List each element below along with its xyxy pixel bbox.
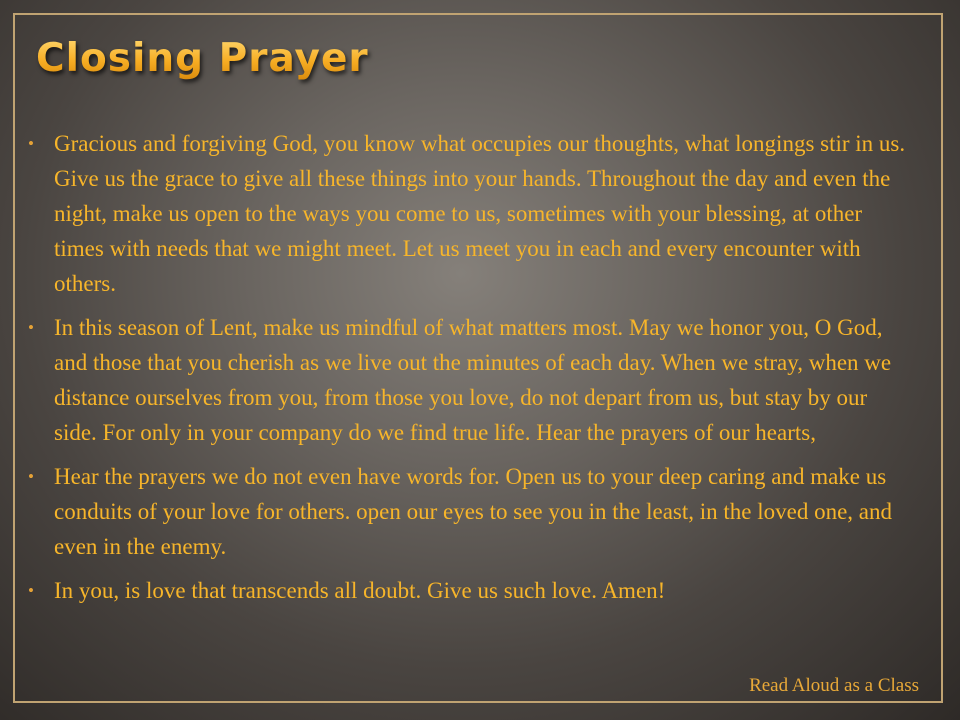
bullet-dot-icon: • xyxy=(28,318,34,337)
bullet-text-4: In you, is love that transcends all doubt. Give us such love. Amen! xyxy=(54,578,666,603)
bullet-dot-icon: • xyxy=(28,134,34,153)
bullet-text-3: Hear the prayers we do not even have words for. Open us to your deep caring and make us conduits of your love for others. open our eyes to see you in the least, in the loved one, and even in the enemy. xyxy=(54,464,893,559)
bullet-dot-icon: • xyxy=(28,581,34,600)
bullet-text-2: In this season of Lent, make us mindful of what matters most. May we honor you, O God, and those that you cherish as we live out the minutes of each day. When we stray, when we distance ourselves from you, from those you love, do not depart from us, but stay by our side. For only in your company do we find true life. Hear the prayers of our hearts, xyxy=(54,315,892,445)
bullet-item-2 xyxy=(28,310,908,450)
bullet-item-1 xyxy=(28,126,908,301)
bullet-item-4 xyxy=(28,573,908,608)
slide-title: Closing Prayer xyxy=(36,36,369,81)
bullet-dot-icon: • xyxy=(28,467,34,486)
prayer-bullet-list xyxy=(28,126,908,617)
footer-instruction: Read Aloud as a Class xyxy=(749,675,919,696)
bullet-item-3 xyxy=(28,459,908,564)
bullet-text-1: Gracious and forgiving God, you know what occupies our thoughts, what longings stir in us. Give us the grace to give all these things into your hands. Throughout the day and even the night, make us open to the ways you come to us, sometimes with your blessing, at other times with needs that we might meet. Let us meet you in each and every encounter with others. xyxy=(54,131,906,296)
